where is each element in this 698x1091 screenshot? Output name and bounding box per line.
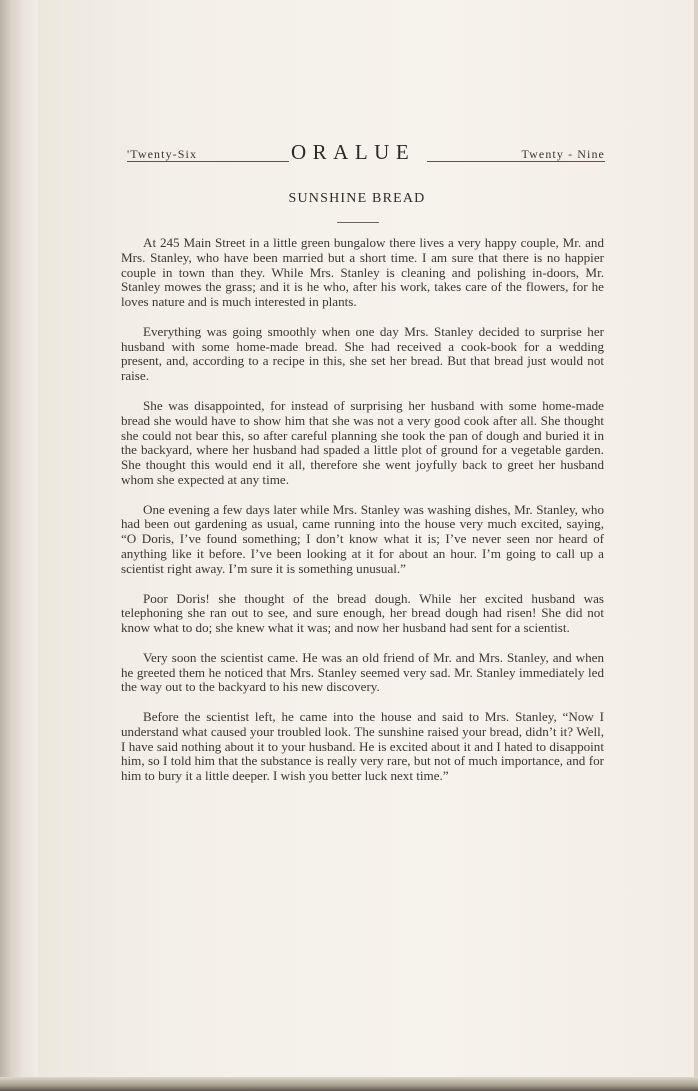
paragraph: One evening a few days later while Mrs. Stanley was washing dishes, Mr. Stanley, who had been out gardening as usual, came running into the house very much excited, saying, “O Doris, I’ve found something; I don’t know what it is; I’ve never seen nor heard of anything like it before. I’ve been looking at it for about an hour. I’m going to call up a scientist right away. I’m sure it is something unusual.” — [121, 501, 604, 576]
header-rule-left — [127, 161, 289, 162]
page-bottom-edge — [0, 1077, 698, 1091]
article-body — [121, 236, 604, 799]
header-title: ORALUE — [291, 140, 416, 164]
paragraph: Very soon the scientist came. He was an old friend of Mr. and Mrs. Stanley, and when he greeted them he noticed that Mrs. Stanley seemed very sad. Mr. Stanley immediately led the way out to the backyard to his new discovery. — [121, 649, 604, 695]
running-header — [127, 142, 605, 164]
page-right-edge — [694, 0, 698, 1091]
book-gutter — [0, 0, 38, 1091]
paragraph: At 245 Main Street in a little green bungalow there lives a very happy couple, Mr. and Mrs. Stanley, who have been married but a short time. I am sure that there is no happier couple in town than they. While Mrs. Stanley is cleaning and polishing in-doors, Mr. Stanley mowes the grass; and it is he who, after his work, takes care of the flowers, for he loves nature and is much interested in plants. — [121, 235, 604, 310]
header-right-text: Twenty - Nine — [521, 147, 605, 161]
header-left-text: 'Twenty-Six — [127, 147, 198, 161]
paragraph: Poor Doris! she thought of the bread dough. While her excited husband was telephoning she ran out to see, and sure enough, her bread dough had risen! She did not know what to do; she knew what it was; and now her husband had sent for a scientist. — [121, 590, 604, 636]
paragraph: Before the scientist left, he came into the house and said to Mrs. Stanley, “Now I understand what caused your troubled look. The sunshine raised your bread, didn’t it? Well, I have said nothing about it to your husband. He is excited about it and I hated to disappoint him, so I told him that the substance is really very rare, but not of much importance, and for him to bury it a little deeper. I wish you better luck next time.” — [121, 709, 604, 784]
paragraph: She was disappointed, for instead of surprising her husband with some home-made bread she would have to show him that she was not a very good cook after all. She thought she could not bear this, so after careful planning she took the pan of dough and buried it in the backyard, where her husband had spaded a little plot of ground for a vegetable garden. She thought this would end it all, therefore she went joyfully back to greet her husband whom she expected at any time. — [121, 397, 604, 487]
page-paper — [38, 0, 698, 1091]
article-title: SUNSHINE BREAD — [288, 191, 426, 206]
title-divider — [337, 222, 379, 223]
paragraph: Everything was going smoothly when one day Mrs. Stanley decided to surprise her husband with some home-made bread. She had received a cook-book for a wedding present, and, according to a recipe in this, she set her bread. But that bread just would not raise. — [121, 323, 604, 384]
